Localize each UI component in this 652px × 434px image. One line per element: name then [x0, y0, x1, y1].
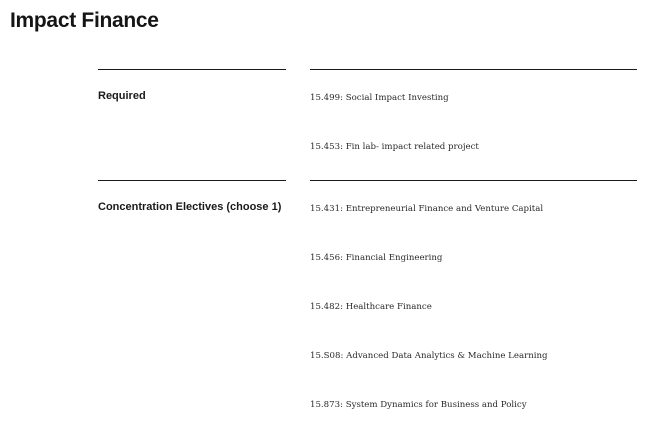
section-label-electives: Concentration Electives (choose 1) — [98, 201, 282, 213]
course-item: 15.453: Fin lab- impact related project — [310, 142, 479, 152]
section-label-required: Required — [98, 90, 146, 102]
section-divider-right — [310, 69, 637, 70]
course-item: 15.482: Healthcare Finance — [310, 302, 432, 312]
course-item: 15.873: System Dynamics for Business and Policy — [310, 400, 527, 410]
section-divider-left — [98, 180, 286, 181]
section-divider-left — [98, 69, 286, 70]
page-title: Impact Finance — [10, 9, 159, 32]
course-item: 15.456: Financial Engineering — [310, 253, 443, 263]
course-item: 15.431: Entrepreneurial Finance and Venture Capital — [310, 204, 544, 214]
course-item: 15.499: Social Impact Investing — [310, 93, 449, 103]
section-divider-right — [310, 180, 637, 181]
course-item: 15.S08: Advanced Data Analytics & Machine Learning — [310, 351, 548, 361]
